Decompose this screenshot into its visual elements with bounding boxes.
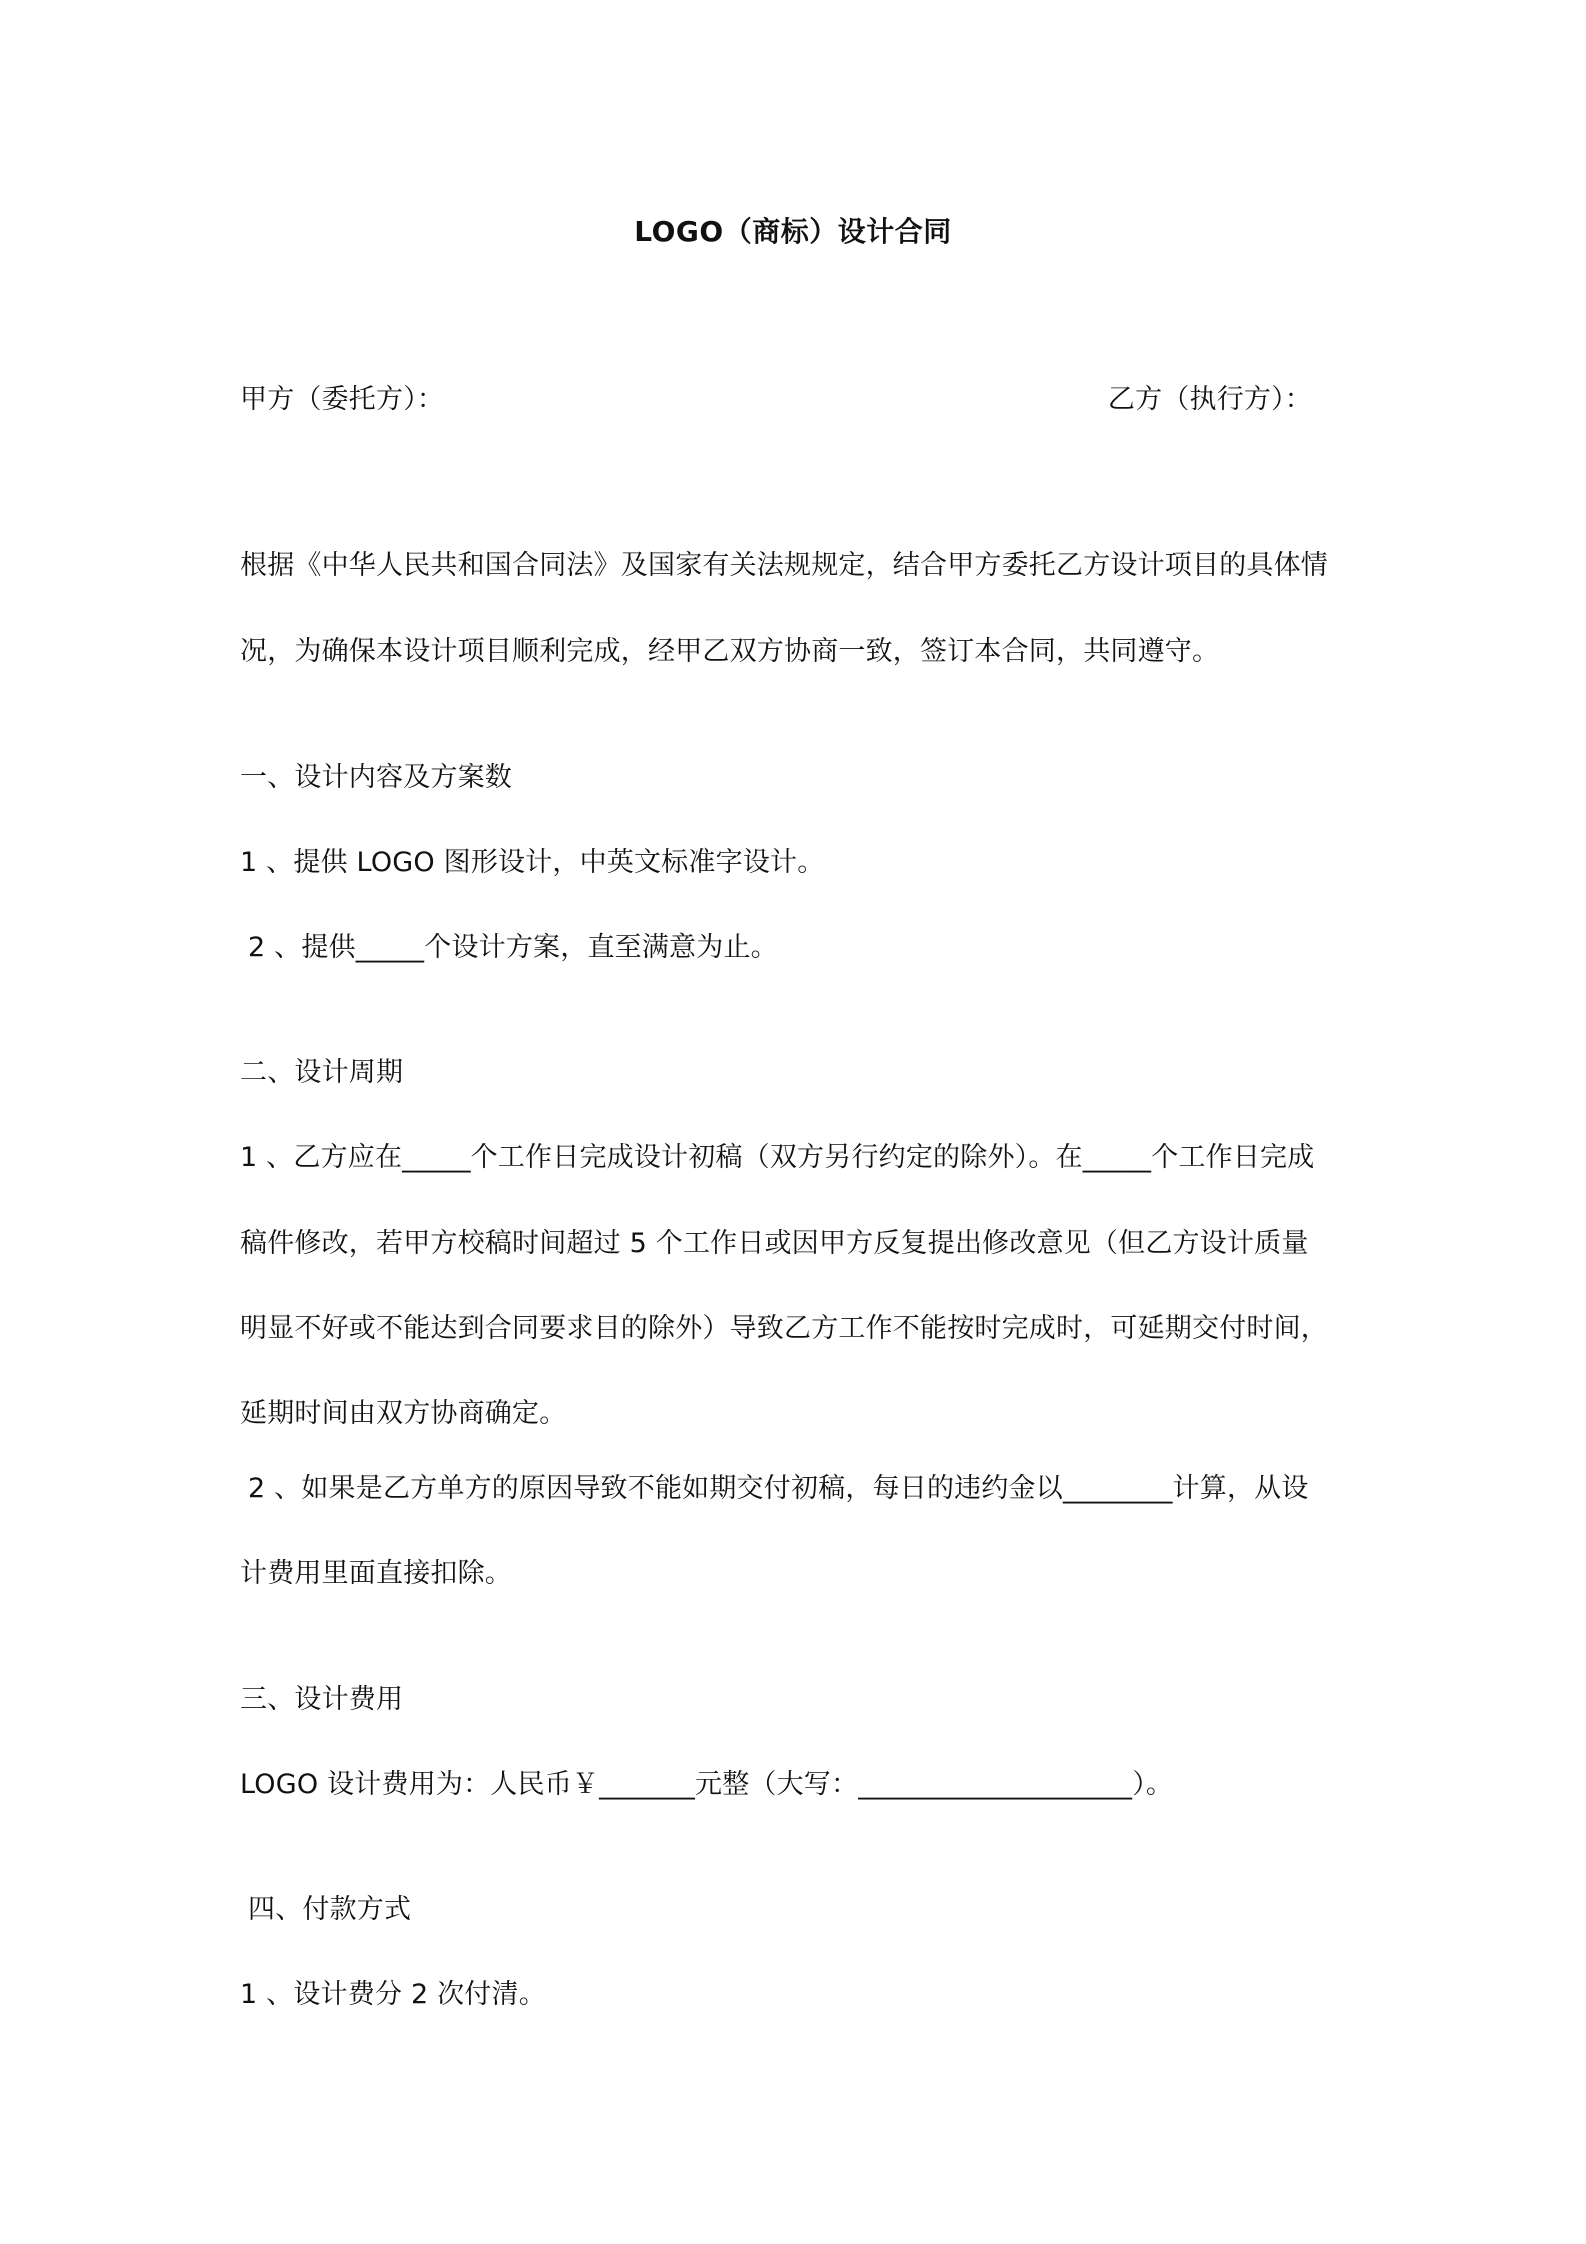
section-2-item-1-line-4: 延期时间由双方协商确定。 — [240, 1398, 567, 1429]
section-2-heading: 二、设计周期 — [240, 1057, 404, 1088]
party-a-label: 甲方（委托方）： — [240, 384, 445, 415]
section-4-item-1: 1 、设计费分 2 次付清。 — [240, 1979, 546, 2010]
section-3-heading: 三、设计费用 — [240, 1684, 404, 1715]
section-2-item-1-line-1: 1 、乙方应在_____个工作日完成设计初稿（双方另行约定的除外）。在_____个工作日完成 — [240, 1142, 1315, 1173]
intro-paragraph-line-2: 况，为确保本设计项目顺利完成，经甲乙双方协商一致，签订本合同，共同遵守。 — [240, 636, 1220, 667]
section-3-item-1: LOGO 设计费用为：人民币￥_______元整（大写：____________________）。 — [240, 1769, 1174, 1800]
section-2-item-1-line-2: 稿件修改，若甲方校稿时间超过 5 个工作日或因甲方反复提出修改意见（但乙方设计质量 — [240, 1228, 1309, 1259]
section-1-item-2: 2 、提供_____个设计方案，直至满意为止。 — [248, 932, 778, 963]
section-2-item-1-line-3: 明显不好或不能达到合同要求目的除外）导致乙方工作不能按时完成时，可延期交付时间， — [240, 1313, 1328, 1344]
party-b-label: 乙方（执行方）： — [1107, 384, 1312, 415]
intro-paragraph-line-1: 根据《中华人民共和国合同法》及国家有关法规规定，结合甲方委托乙方设计项目的具体情 — [240, 550, 1328, 581]
section-1-heading: 一、设计内容及方案数 — [240, 762, 512, 793]
document-title: LOGO（商标）设计合同 — [634, 215, 952, 248]
section-2-item-2-line-2: 计费用里面直接扣除。 — [240, 1558, 512, 1589]
section-2-item-2-line-1: 2 、如果是乙方单方的原因导致不能如期交付初稿，每日的违约金以________计算，从设 — [248, 1473, 1309, 1504]
section-4-heading: 四、付款方式 — [248, 1894, 412, 1925]
section-1-item-1: 1 、提供 LOGO 图形设计，中英文标准字设计。 — [240, 847, 825, 878]
